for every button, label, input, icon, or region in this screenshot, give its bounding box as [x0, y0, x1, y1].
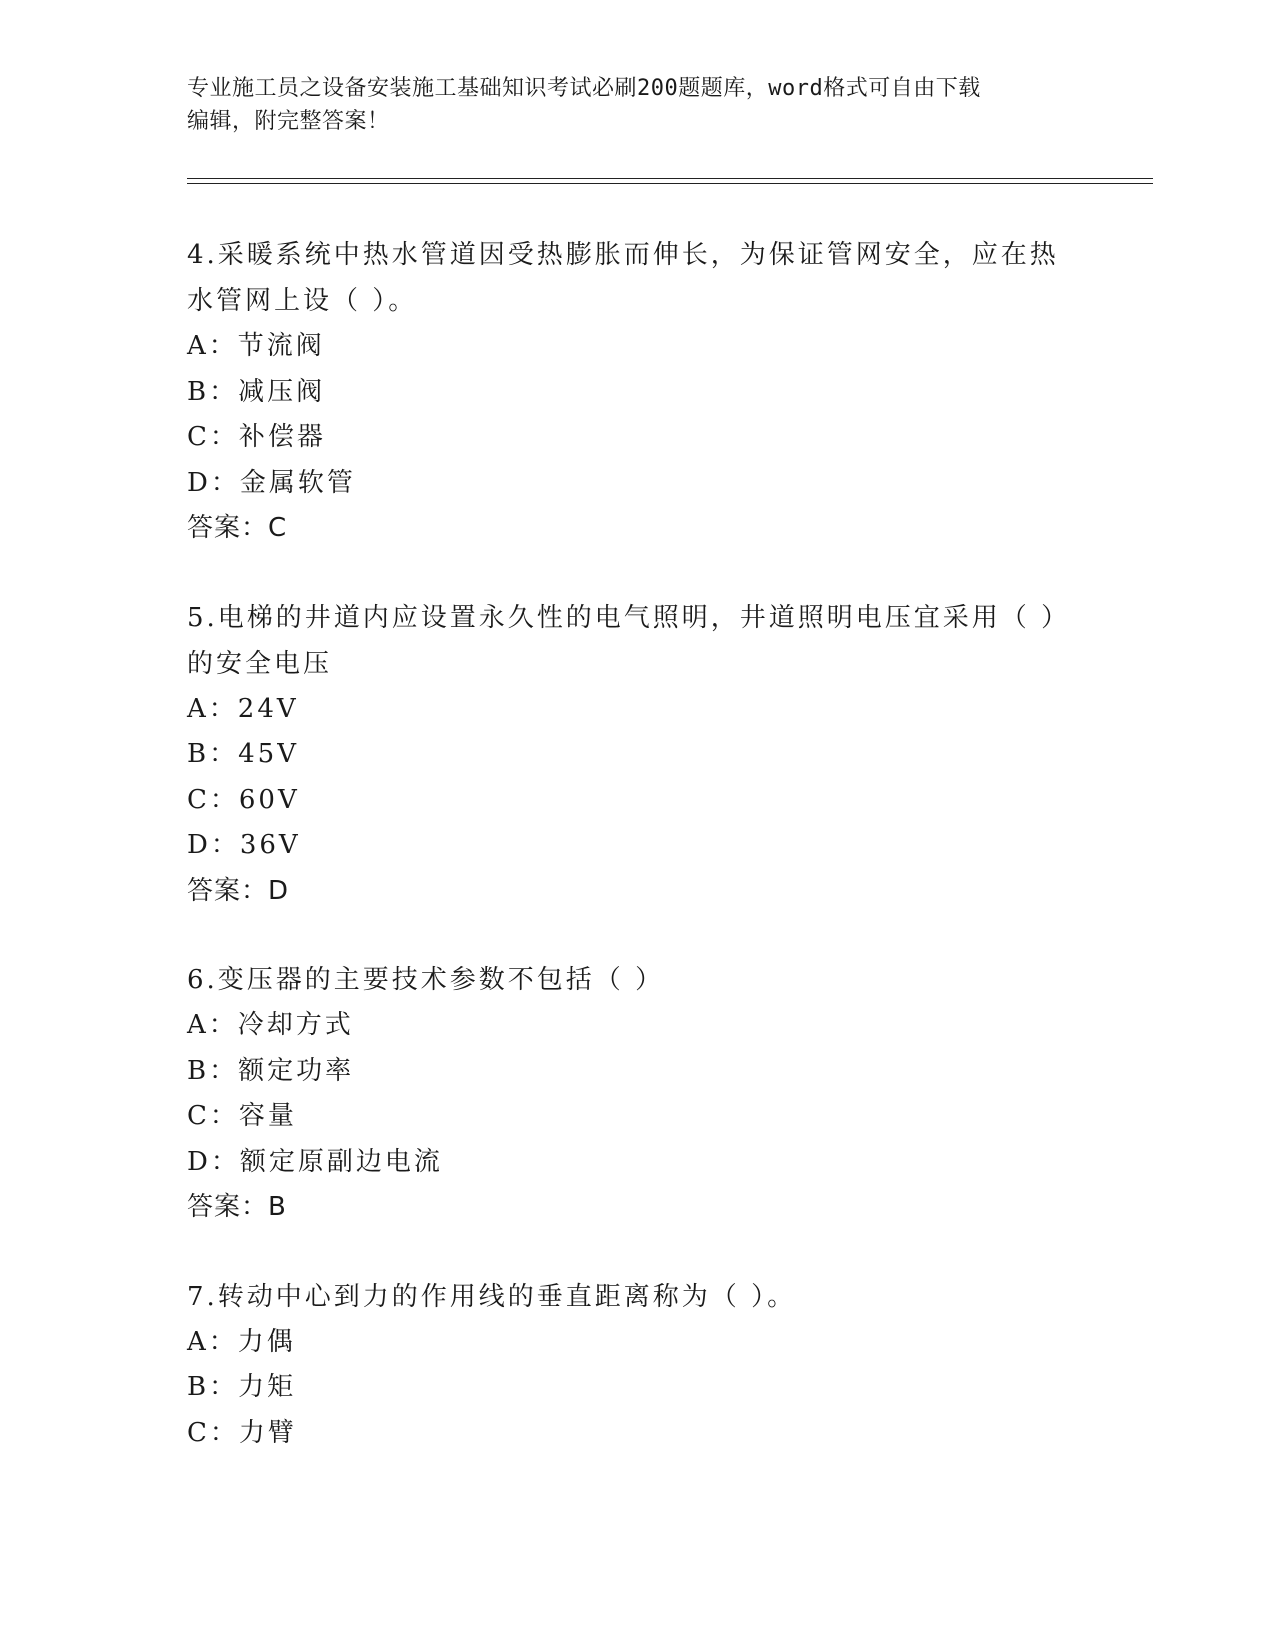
question-4 [187, 232, 1087, 552]
question-5-stem-line-1: 5.电梯的井道内应设置永久性的电气照明，井道照明电压宜采用（ ） [187, 602, 1071, 633]
question-7 [187, 1274, 1087, 1457]
question-4-stem-line-1: 4.采暖系统中热水管道因受热膨胀而伸长，为保证管网安全，应在热 [187, 240, 1059, 270]
question-5-option-a: A：24V [187, 693, 299, 724]
question-4-option-a: A：节流阀 [187, 331, 325, 361]
question-7-stem-line-1: 7.转动中心到力的作用线的垂直距离称为（ ）。 [187, 1281, 797, 1312]
question-5-answer: 答案：D [187, 875, 290, 906]
question-4-option-b: B：减压阀 [187, 376, 326, 407]
question-6-option-c: C：容量 [187, 1101, 297, 1131]
question-7-option-b: B：力矩 [187, 1372, 297, 1402]
question-6 [187, 957, 1087, 1231]
question-7-option-c: C：力臂 [187, 1417, 297, 1448]
question-5-option-c: C：60V [187, 784, 300, 815]
question-7-option-a: A：力偶 [187, 1326, 296, 1357]
question-6-option-a: A：冷却方式 [187, 1010, 354, 1040]
question-6-option-d: D：额定原副边电流 [187, 1146, 443, 1177]
question-4-answer: 答案：C [187, 513, 288, 543]
document-header [187, 72, 1087, 138]
question-6-stem-line-1: 6.变压器的主要技术参数不包括（ ） [187, 965, 665, 995]
question-4-option-d: D：金属软管 [187, 467, 356, 498]
question-5 [187, 595, 1087, 915]
question-4-option-c: C：补偿器 [187, 422, 326, 452]
question-4-stem-line-2: 水管网上设（ ）。 [187, 286, 418, 316]
question-list [187, 232, 1087, 1499]
question-5-option-d: D：36V [187, 830, 301, 860]
question-5-stem-line-2: 的安全电压 [187, 648, 333, 679]
question-6-option-b: B：额定功率 [187, 1055, 355, 1086]
header-divider-bottom [187, 183, 1153, 184]
question-5-option-b: B：45V [187, 739, 299, 769]
header-title-line-1: 专业施工员之设备安装施工基础知识考试必刷200题题库，word格式可自由下载 [187, 76, 981, 101]
header-divider-top [187, 178, 1153, 179]
question-6-answer: 答案：B [187, 1192, 287, 1222]
header-title-line-2: 编辑，附完整答案！ [187, 109, 390, 134]
